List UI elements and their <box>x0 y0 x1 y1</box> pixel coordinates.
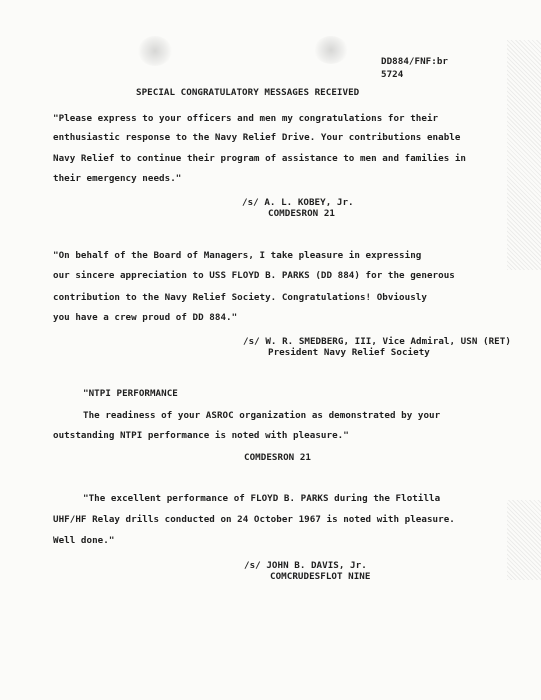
message4-signature-title: COMCRUDESFLOT NINE <box>270 571 371 582</box>
message2-signature-title: President Navy Relief Society <box>268 347 430 358</box>
message1-line: enthusiastic response to the Navy Relief Drive. Your contributions enable <box>53 132 461 143</box>
message3-heading: "NTPI PERFORMANCE <box>83 388 178 399</box>
message1-signature-name: /s/ A. L. KOBEY, Jr. <box>242 197 354 208</box>
message2-line: "On behalf of the Board of Managers, I take pleasure in expressing <box>53 250 422 261</box>
message4-line: UHF/HF Relay drills conducted on 24 October 1967 is noted with pleasure. <box>53 514 455 525</box>
scan-edge-bottom <box>507 500 541 580</box>
scan-edge-top <box>507 40 541 270</box>
message1-line: their emergency needs." <box>53 173 182 184</box>
message3-signature: COMDESRON 21 <box>244 452 311 463</box>
punch-mark-left <box>138 36 172 66</box>
message1-line: Navy Relief to continue their program of assistance to men and families in <box>53 153 467 164</box>
message2-line: contribution to the Navy Relief Society. Congratulations! Obviously <box>53 292 427 303</box>
page-title: SPECIAL CONGRATULATORY MESSAGES RECEIVED <box>136 87 360 98</box>
message1-line: "Please express to your officers and men my congratulations for their <box>53 113 439 124</box>
reference-code: DD884/FNF:br <box>381 56 448 67</box>
message2-signature-name: /s/ W. R. SMEDBERG, III, Vice Admiral, USN (RET) <box>243 336 511 347</box>
reference-number: 5724 <box>381 69 404 80</box>
message4-line: "The excellent performance of FLOYD B. PARKS during the Flotilla <box>83 493 441 504</box>
message2-line: you have a crew proud of DD 884." <box>53 312 238 323</box>
message3-line: The readiness of your ASROC organization as demonstrated by your <box>83 410 441 421</box>
message4-line: Well done." <box>53 535 115 546</box>
message3-line: outstanding NTPI performance is noted with pleasure." <box>53 430 349 441</box>
punch-mark-right <box>314 36 348 64</box>
message1-signature-title: COMDESRON 21 <box>268 208 335 219</box>
message4-signature-name: /s/ JOHN B. DAVIS, Jr. <box>244 560 367 571</box>
message2-line: our sincere appreciation to USS FLOYD B. PARKS (DD 884) for the generous <box>53 270 455 281</box>
